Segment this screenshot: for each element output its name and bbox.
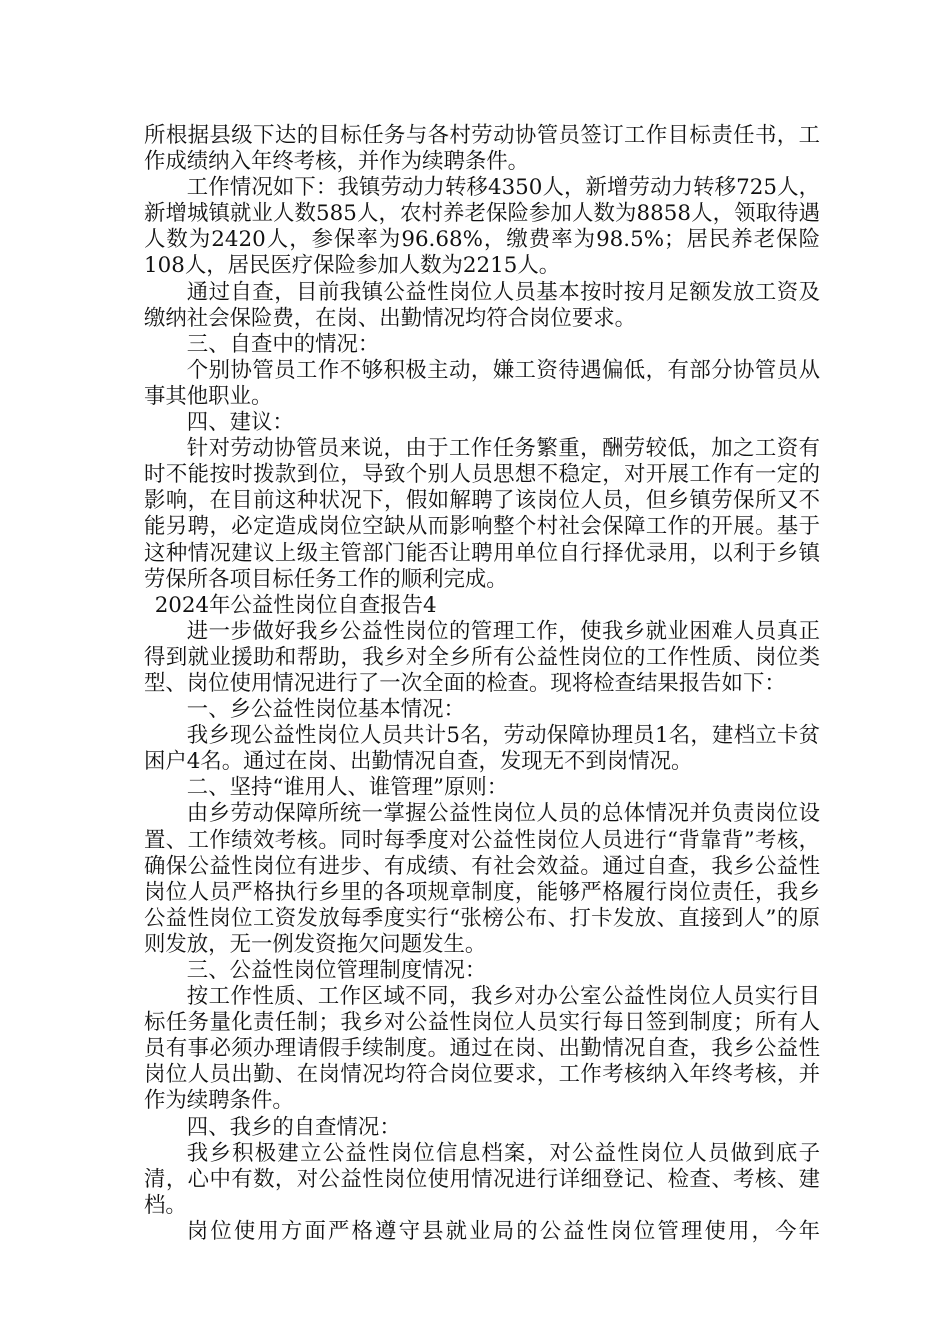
paragraph: 所根据县级下达的目标任务与各村劳动协管员签订工作目标责任书，工作成绩纳入年终考核，并作为续聘条件。 bbox=[144, 123, 820, 175]
section-heading: 一、乡公益性岗位基本情况： bbox=[186, 697, 465, 723]
paragraph: 按工作性质、工作区域不同，我乡对办公室公益性岗位人员实行目标任务量化责任制；我乡对公益性岗位人员实行每日签到制度；所有人员有事必须办理请假手续制度。通过在岗、出勤情况自查，我乡公益性岗位人员出勤、在岗情况均符合岗位要求，工作考核纳入年终考核，并作为续聘条件。 bbox=[144, 984, 820, 1114]
paragraph: 工作情况如下：我镇劳动力转移4350人，新增劳动力转移725人，新增城镇就业人数585人，农村养老保险参加人数为8858人，领取待遇人数为2420人，参保率为96.68%，缴费率为98.5%；居民养老保险108人，居民医疗保险参加人数为2215人。 bbox=[144, 175, 820, 279]
paragraph: 岗位使用方面严格遵守县就业局的公益性岗位管理使用，今年 bbox=[186, 1218, 820, 1244]
paragraph: 进一步做好我乡公益性岗位的管理工作，使我乡就业困难人员真正得到就业援助和帮助，我乡对全乡所有公益性岗位的工作性质、岗位类型、岗位使用情况进行了一次全面的检查。现将检查结果报告如下： bbox=[144, 618, 820, 696]
section-heading: 四、我乡的自查情况： bbox=[186, 1114, 401, 1140]
section-heading: 四、建议： bbox=[186, 410, 294, 436]
paragraph: 我乡现公益性岗位人员共计5名，劳动保障协理员1名，建档立卡贫困户4名。通过在岗、出勤情况自查，发现无不到岗情况。 bbox=[144, 723, 820, 775]
section-heading: 三、自查中的情况： bbox=[186, 331, 380, 357]
paragraph: 通过自查，目前我镇公益性岗位人员基本按时按月足额发放工资及缴纳社会保险费，在岗、出勤情况均符合岗位要求。 bbox=[144, 279, 820, 331]
paragraph: 我乡积极建立公益性岗位信息档案，对公益性岗位人员做到底子清，心中有数，对公益性岗位使用情况进行详细登记、检查、考核、建档。 bbox=[144, 1140, 820, 1218]
section-heading: 三、公益性岗位管理制度情况： bbox=[186, 958, 487, 983]
paragraph: 由乡劳动保障所统一掌握公益性岗位人员的总体情况并负责岗位设置、工作绩效考核。同时每季度对公益性岗位人员进行“背靠背”考核，确保公益性岗位有进步、有成绩、有社会效益。通过自查，我乡公益性岗位人员严格执行乡里的各项规章制度，能够严格履行岗位责任，我乡公益性岗位工资发放每季度实行“张榜公布、打卡发放、直接到人”的原则发放，无一例发资拖欠问题发生。 bbox=[144, 801, 820, 957]
section-heading: 二、坚持“谁用人、谁管理”原则： bbox=[186, 775, 509, 801]
report-title: 2024年公益性岗位自查报告4 bbox=[154, 592, 437, 618]
paragraph: 针对劳动协管员来说，由于工作任务繁重，酬劳较低，加之工资有时不能按时拨款到位，导致个别人员思想不稳定，对开展工作有一定的影响，在目前这种状况下，假如解聘了该岗位人员，但乡镇劳保所又不能另聘，必定造成岗位空缺从而影响整个村社会保障工作的开展。基于这种情况建议上级主管部门能否让聘用单位自行择优录用，以利于乡镇劳保所各项目标任务工作的顺利完成。 bbox=[144, 436, 820, 592]
paragraph: 个别协管员工作不够积极主动，嫌工资待遇偏低，有部分协管员从事其他职业。 bbox=[144, 357, 820, 409]
document-page bbox=[144, 123, 820, 1245]
